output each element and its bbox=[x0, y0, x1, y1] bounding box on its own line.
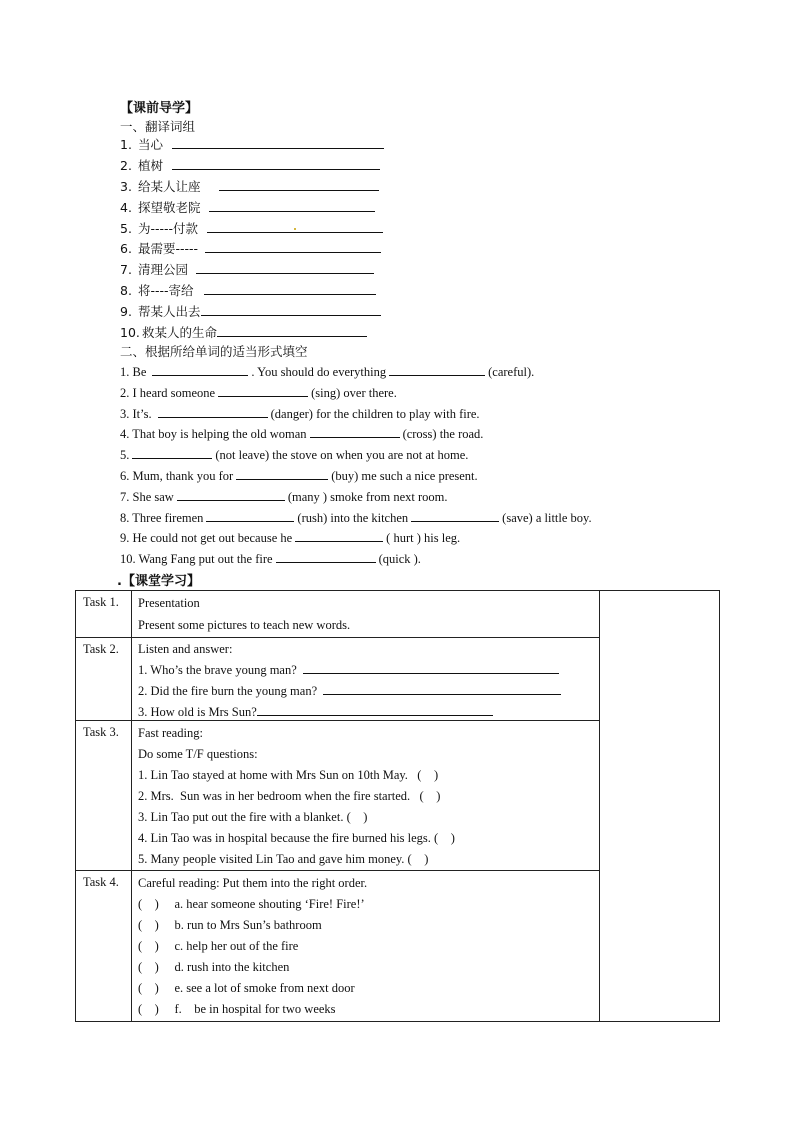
fill-in-text: ( hurt ) his leg. bbox=[386, 531, 461, 545]
question-text: 2. Did the fire burn the young man? bbox=[138, 684, 318, 698]
phrase-text: 探望敬老院 bbox=[138, 200, 201, 215]
fill-in-item bbox=[120, 362, 534, 382]
fill-in-item bbox=[120, 549, 421, 569]
fill-in-text: 9. He could not get out because he bbox=[120, 531, 293, 545]
phrase-text: 清理公园 bbox=[138, 262, 189, 277]
answer-blank[interactable] bbox=[209, 197, 375, 212]
task-line: ( ) d. rush into the kitchen bbox=[138, 960, 290, 974]
task-line: ( ) f. be in hospital for two weeks bbox=[138, 1002, 336, 1016]
task-line: Present some pictures to teach new words. bbox=[138, 618, 351, 632]
fill-in-item bbox=[120, 445, 468, 465]
task-line: Fast reading: bbox=[138, 726, 203, 740]
fill-in-item bbox=[120, 508, 592, 528]
phrase-number: 10. bbox=[120, 325, 140, 340]
fill-in-text: 10. Wang Fang put out the fire bbox=[120, 552, 273, 566]
answer-blank[interactable] bbox=[303, 660, 559, 674]
task-line bbox=[132, 681, 599, 702]
fill-in-item bbox=[120, 424, 483, 444]
task-line: Do some T/F questions: bbox=[138, 747, 258, 761]
phrase-number: 3. bbox=[120, 179, 132, 194]
fill-in-item bbox=[120, 528, 460, 548]
task-line bbox=[132, 660, 599, 681]
answer-blank[interactable] bbox=[207, 218, 383, 233]
task-line: 3. Lin Tao put out the fire with a blanket. ( ) bbox=[138, 810, 368, 824]
phrase-item bbox=[120, 322, 367, 342]
fill-in-text: (not leave) the stove on when you are not at home. bbox=[215, 448, 469, 462]
answer-blank[interactable] bbox=[295, 528, 383, 542]
task-line: 2. Mrs. Sun was in her bedroom when the fire started. ( ) bbox=[138, 789, 441, 803]
answer-blank[interactable] bbox=[204, 280, 376, 295]
fill-in-text: (careful). bbox=[488, 365, 535, 379]
task-line: ( ) c. help her out of the fire bbox=[138, 939, 299, 953]
fill-in-text: 4. That boy is helping the old woman bbox=[120, 427, 307, 441]
answer-blank[interactable] bbox=[206, 508, 294, 522]
fill-in-item bbox=[120, 383, 397, 403]
answer-blank[interactable] bbox=[236, 466, 328, 480]
task-line: ( ) b. run to Mrs Sun’s bathroom bbox=[138, 918, 322, 932]
answer-blank[interactable] bbox=[411, 508, 499, 522]
phrase-item bbox=[120, 280, 376, 300]
answer-blank[interactable] bbox=[152, 362, 248, 376]
fill-in-text: (many ) smoke from next room. bbox=[287, 490, 448, 504]
section2-title: 二、根据所给单词的适当形式填空 bbox=[120, 344, 308, 359]
answer-blank[interactable] bbox=[323, 681, 561, 695]
section1-title: 一、翻译词组 bbox=[120, 119, 196, 134]
task-content bbox=[132, 721, 600, 871]
fill-in-text: . You should do everything bbox=[251, 365, 387, 379]
fill-in-text: (save) a little boy. bbox=[502, 511, 592, 525]
phrase-number: 2. bbox=[120, 158, 132, 173]
fill-in-text: 2. I heard someone bbox=[120, 386, 216, 400]
phrase-item bbox=[120, 238, 381, 258]
answer-blank[interactable] bbox=[132, 445, 212, 459]
task-line: ( ) a. hear someone shouting ‘Fire! Fire!’ bbox=[138, 897, 365, 911]
answer-blank[interactable] bbox=[219, 176, 379, 191]
fill-in-item bbox=[120, 466, 478, 486]
in-class-heading: .【课堂学习】 bbox=[117, 574, 200, 589]
fill-in-text: (quick ). bbox=[378, 552, 421, 566]
fill-in-text: 5. bbox=[120, 448, 130, 462]
fill-in-item bbox=[120, 487, 448, 507]
fill-in-text: 3. It’s. bbox=[120, 407, 152, 421]
phrase-number: 5. bbox=[120, 221, 132, 236]
fill-in-text: (sing) over there. bbox=[311, 386, 397, 400]
phrase-text: 帮某人出去 bbox=[138, 304, 201, 319]
phrase-number: 4. bbox=[120, 200, 132, 215]
phrase-number: 9. bbox=[120, 304, 132, 319]
phrase-item bbox=[120, 134, 384, 154]
phrase-number: 6. bbox=[120, 241, 132, 256]
phrase-text: 将----寄给 bbox=[138, 283, 194, 298]
question-text: 3. How old is Mrs Sun? bbox=[138, 705, 257, 719]
task-line bbox=[132, 702, 599, 720]
task-line: 4. Lin Tao was in hospital because the fire burned his legs. ( ) bbox=[138, 831, 455, 845]
task-label: Task 3. bbox=[76, 721, 132, 871]
fill-in-text: (danger) for the children to play with fire. bbox=[270, 407, 480, 421]
task-content bbox=[132, 591, 600, 638]
answer-blank[interactable] bbox=[205, 238, 381, 253]
answer-blank[interactable] bbox=[276, 549, 376, 563]
phrase-text: 最需要----- bbox=[138, 241, 199, 256]
phrase-item bbox=[120, 301, 381, 321]
task-label: Task 1. bbox=[76, 591, 132, 638]
fill-in-text: (buy) me such a nice present. bbox=[331, 469, 478, 483]
answer-blank[interactable] bbox=[158, 404, 268, 418]
answer-blank[interactable] bbox=[177, 487, 285, 501]
notes-column bbox=[600, 591, 720, 1022]
fill-in-text: (cross) the road. bbox=[402, 427, 484, 441]
phrase-text: 给某人让座 bbox=[138, 179, 201, 194]
task-line: 1. Lin Tao stayed at home with Mrs Sun on 10th May. ( ) bbox=[138, 768, 439, 782]
fill-in-text: 6. Mum, thank you for bbox=[120, 469, 234, 483]
phrase-item bbox=[120, 155, 380, 175]
task-line: 5. Many people visited Lin Tao and gave him money. ( ) bbox=[138, 852, 429, 866]
phrase-item bbox=[120, 259, 374, 279]
phrase-text: 为-----付款 bbox=[138, 221, 199, 236]
answer-blank[interactable] bbox=[217, 322, 367, 337]
task-label: Task 4. bbox=[76, 871, 132, 1022]
answer-blank[interactable] bbox=[389, 362, 485, 376]
fill-in-text: (rush) into the kitchen bbox=[297, 511, 409, 525]
task-table bbox=[75, 590, 720, 1022]
fill-in-text: 8. Three firemen bbox=[120, 511, 204, 525]
phrase-text: 当心 bbox=[138, 137, 164, 152]
fill-in-text: 7. She saw bbox=[120, 490, 174, 504]
task-label: Task 2. bbox=[76, 638, 132, 721]
question-text: 1. Who’s the brave young man? bbox=[138, 663, 297, 677]
fill-in-item bbox=[120, 404, 480, 424]
phrase-text: 植树 bbox=[138, 158, 164, 173]
answer-blank[interactable] bbox=[218, 383, 308, 397]
answer-blank[interactable] bbox=[172, 134, 384, 149]
answer-blank[interactable] bbox=[201, 301, 381, 316]
phrase-text: 救某人的生命 bbox=[142, 325, 218, 340]
phrase-number: 7. bbox=[120, 262, 132, 277]
phrase-number: 1. bbox=[120, 137, 132, 152]
pre-class-heading: 【课前导学】 bbox=[120, 101, 199, 116]
phrase-item bbox=[120, 218, 383, 238]
answer-blank[interactable] bbox=[196, 259, 374, 274]
task-line: Presentation bbox=[138, 596, 200, 610]
phrase-number: 8. bbox=[120, 283, 132, 298]
table-row bbox=[76, 591, 720, 638]
task-content bbox=[132, 638, 600, 721]
answer-blank[interactable] bbox=[257, 702, 493, 716]
stray-mark bbox=[294, 228, 296, 230]
task-line: ( ) e. see a lot of smoke from next door bbox=[138, 981, 355, 995]
phrase-item bbox=[120, 197, 375, 217]
task-line: Careful reading: Put them into the right order. bbox=[138, 876, 368, 890]
fill-in-text: 1. Be bbox=[120, 365, 147, 379]
phrase-item bbox=[120, 176, 379, 196]
answer-blank[interactable] bbox=[310, 424, 400, 438]
task-line: Listen and answer: bbox=[138, 642, 233, 656]
task-content bbox=[132, 871, 600, 1022]
answer-blank[interactable] bbox=[172, 155, 380, 170]
